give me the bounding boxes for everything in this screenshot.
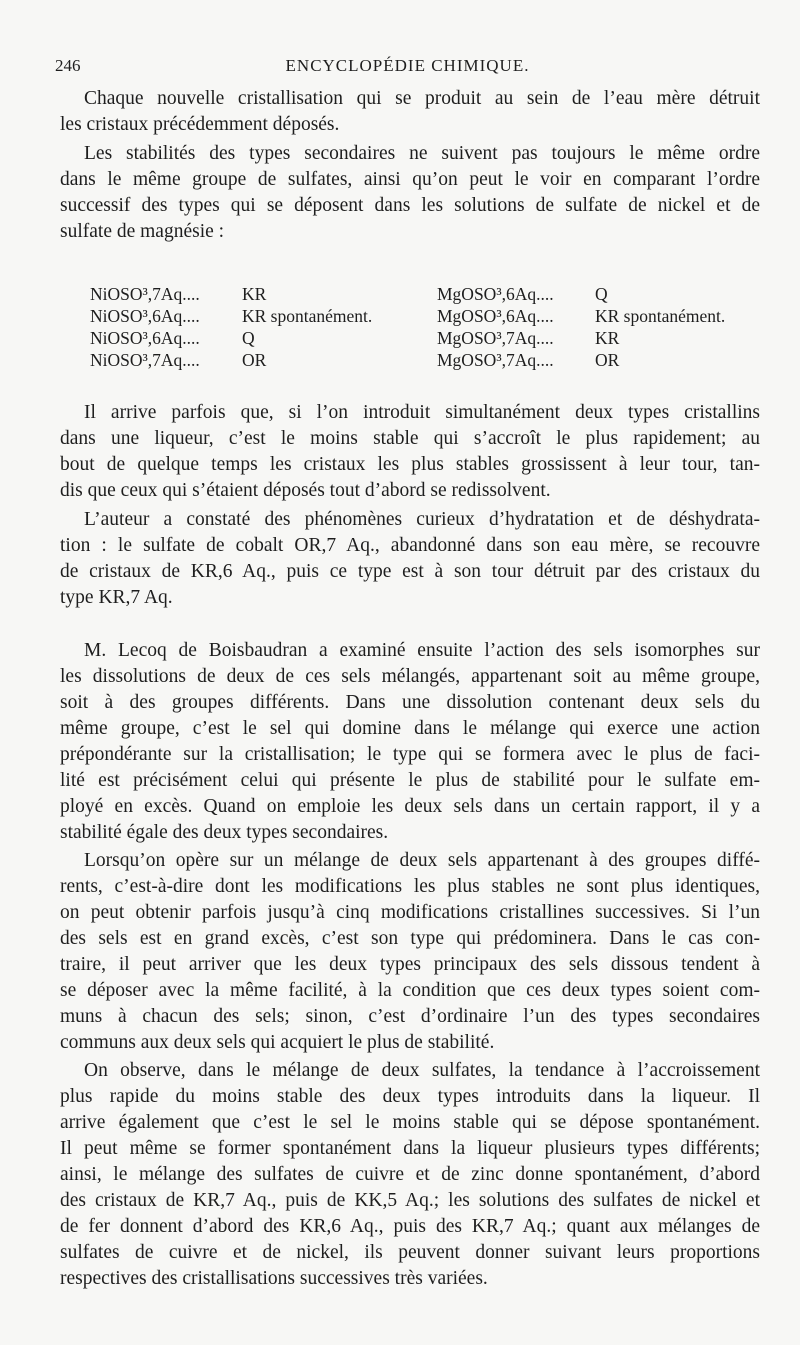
paragraph-line: même groupe, c’est le sel qui domine dans le mélange qui exerce une action (60, 718, 760, 739)
paragraph-line: ainsi, le mélange des sulfates de cuivre et de zinc donne spontanément, d’abord (60, 1164, 760, 1185)
paragraph-line: lité est précisément celui qui présente le plus de stabilité pour le sulfate em- (60, 770, 760, 791)
paragraph-line: successif des types qui se déposent dans les solutions de sulfate de nickel et de (60, 195, 760, 216)
nickel-formula: NiOSO³,7Aq.... (90, 350, 200, 370)
paragraph-line: sulfate de magnésie : (60, 221, 225, 242)
paragraph-line: des sels est en grand excès, c’est son type qui prédominera. Dans le cas con- (60, 928, 760, 949)
nickel-formula: NiOSO³,6Aq.... (90, 306, 200, 326)
magnesium-type: KR (595, 328, 620, 348)
paragraph-line: Il arrive parfois que, si l’on introduit simultanément deux types cristallins (84, 402, 760, 423)
nickel-type: KR (242, 284, 267, 304)
page-number: 246 (55, 56, 81, 75)
nickel-type: KR spontanément. (242, 306, 373, 326)
paragraph-line: de cristaux de KR,6 Aq., puis ce type est à son tour détruit par des cristaux du (60, 561, 760, 582)
magnesium-formula: MgOSO³,7Aq.... (437, 350, 554, 370)
paragraph-line: ployé en excès. Quand on emploie les deux sels dans un certain rapport, il y a (60, 796, 760, 817)
paragraph-line: M. Lecoq de Boisbaudran a examiné ensuite l’action des sels isomorphes sur (84, 640, 760, 661)
paragraph-line: se déposer avec la même facilité, à la condition que ces deux types soient com- (60, 980, 760, 1001)
paragraph-line: arrive également que c’est le sel le moins stable qui se dépose spontanément. (60, 1112, 760, 1133)
paragraph-line: respectives des cristallisations successives très variées. (60, 1268, 488, 1289)
paragraph-line: les cristaux précédemment déposés. (60, 114, 340, 135)
table-row (90, 284, 750, 306)
paragraph-line: prépondérante sur la cristallisation; le type qui se formera avec le plus de faci- (60, 744, 760, 765)
magnesium-type: OR (595, 350, 620, 370)
paragraph-line: traire, il peut arriver que les deux types principaux des sels dissous tendent à (60, 954, 760, 975)
table-row (90, 328, 750, 350)
running-title: ENCYCLOPÉDIE CHIMIQUE. (285, 56, 530, 75)
nickel-type: OR (242, 350, 267, 370)
paragraph-line: type KR,7 Aq. (60, 587, 173, 608)
paragraph-line: L’auteur a constaté des phénomènes curieux d’hydratation et de déshydrata- (84, 509, 760, 530)
magnesium-formula: MgOSO³,7Aq.... (437, 328, 554, 348)
paragraph-line: Il peut même se former spontanément dans la liqueur plusieurs types différents; (60, 1138, 760, 1159)
magnesium-type: Q (595, 284, 608, 304)
table-row (90, 350, 750, 372)
magnesium-formula: MgOSO³,6Aq.... (437, 306, 554, 326)
paragraph-line: soit à des groupes différents. Dans une dissolution contenant deux sels du (60, 692, 760, 713)
paragraph-line: plus rapide du moins stable des deux types introduits dans la liqueur. Il (60, 1086, 760, 1107)
paragraph-line: dans le même groupe de sulfates, ainsi qu’on peut le voir en comparant l’ordre (60, 169, 760, 190)
paragraph-line: Chaque nouvelle cristallisation qui se produit au sein de l’eau mère détruit (84, 88, 760, 109)
paragraph-line: sulfates de cuivre et de nickel, ils peuvent donner suivant leurs proportions (60, 1242, 760, 1263)
paragraph-line: dans une liqueur, c’est le moins stable qui s’accroît le plus rapidement; au (60, 428, 760, 449)
paragraph-line: les dissolutions de deux de ces sels mélangés, appartenant soit au même groupe, (60, 666, 760, 687)
paragraph-line: Les stabilités des types secondaires ne suivent pas toujours le même ordre (84, 143, 760, 164)
table-row (90, 306, 750, 328)
paragraph-line: bout de quelque temps les cristaux les plus stables grossissent à leur tour, tan- (60, 454, 760, 475)
paragraph-line: des cristaux de KR,7 Aq., puis de KK,5 Aq.; les solutions des sulfates de nickel et (60, 1190, 760, 1211)
paragraph-line: tion : le sulfate de cobalt OR,7 Aq., abandonné dans son eau mère, se recouvre (60, 535, 760, 556)
paragraph-line: stabilité égale des deux types secondaires. (60, 822, 389, 843)
magnesium-type: KR spontanément. (595, 306, 726, 326)
nickel-formula: NiOSO³,7Aq.... (90, 284, 200, 304)
paragraph-line: de fer donnent d’abord des KR,6 Aq., puis des KR,7 Aq.; quant aux mélanges de (60, 1216, 760, 1237)
paragraph-line: Lorsqu’on opère sur un mélange de deux sels appartenant à des groupes diffé- (84, 850, 760, 871)
magnesium-formula: MgOSO³,6Aq.... (437, 284, 554, 304)
paragraph-line: on peut obtenir parfois jusqu’à cinq modifications cristallines successives. Si l’un (60, 902, 760, 923)
paragraph-line: dis que ceux qui s’étaient déposés tout d’abord se redissolvent. (60, 480, 551, 501)
nickel-type: Q (242, 328, 255, 348)
paragraph-line: rents, c’est-à-dire dont les modifications les plus stables ne sont plus identiques, (60, 876, 760, 897)
page-header (55, 56, 760, 80)
nickel-formula: NiOSO³,6Aq.... (90, 328, 200, 348)
paragraph-line: communs aux deux sels qui acquiert le plus de stabilité. (60, 1032, 495, 1053)
paragraph-line: muns à chacun des sels; sinon, c’est d’ordinaire l’un des types secondaires (60, 1006, 760, 1027)
paragraph-line: On observe, dans le mélange de deux sulfates, la tendance à l’accroissement (84, 1060, 760, 1081)
